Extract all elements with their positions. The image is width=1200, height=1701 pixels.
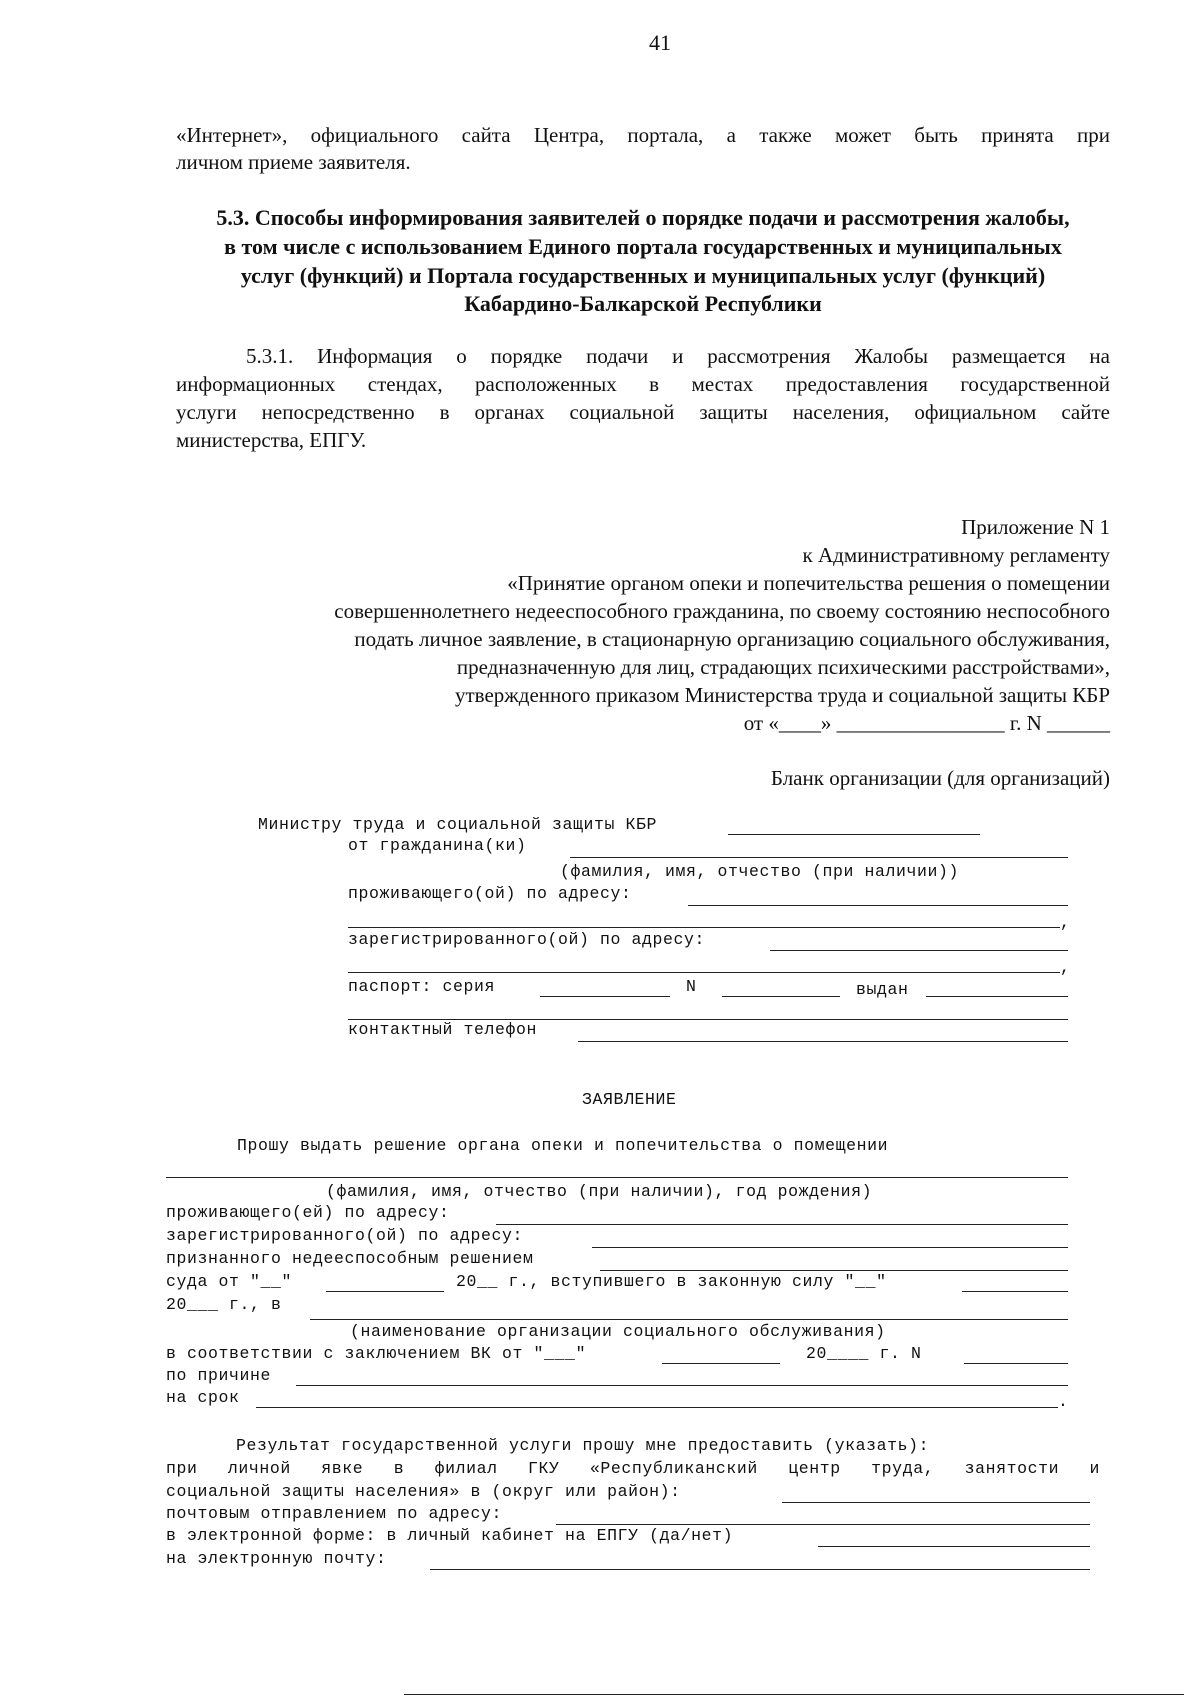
addressee-phone: контактный телефон <box>348 1020 538 1039</box>
section-heading-line-2: в том числе с использованием Единого портала государственных и муниципальных <box>224 234 1062 259</box>
addressee-issued: выдан <box>856 980 909 999</box>
statement-term: на срок <box>166 1388 240 1407</box>
addressee-living-field-2[interactable] <box>348 927 1060 928</box>
intro-line-1: «Интернет», официального сайта Центра, портала, а также может быть принята при <box>176 123 1110 147</box>
addressee-registered-field[interactable] <box>770 950 1068 951</box>
statement-registered: зарегистрированного(ой) по адресу: <box>166 1226 524 1245</box>
page-number: 41 <box>649 30 671 55</box>
statement-fio-caption: (фамилия, имя, отчество (при наличии), год рождения) <box>326 1182 873 1201</box>
statement-vk-month-field[interactable] <box>662 1363 780 1364</box>
section-heading-line-3: услуг (функций) и Портала государственных и муниципальных услуг (функций) <box>240 263 1046 288</box>
statement-court-from: суда от "__" <box>166 1272 293 1291</box>
addressee-living-field[interactable] <box>688 905 1068 906</box>
statement-year-20a: 20__ г., вступившего в законную силу "__" <box>456 1272 887 1291</box>
addressee-fio-caption: (фамилия, имя, отчество (при наличии)) <box>560 862 960 881</box>
paragraph-531-line-4: министерства, ЕПГУ. <box>176 428 367 452</box>
statement-court-month-field[interactable] <box>326 1291 444 1292</box>
appendix-line-7: утвержденного приказом Министерства труда и социальной защиты КБР <box>455 683 1110 707</box>
result-email-field[interactable] <box>430 1569 1090 1570</box>
addressee-registered: зарегистрированного(ой) по адресу: <box>348 930 706 949</box>
intro-line-2: личном приеме заявителя. <box>176 150 411 174</box>
result-line-2: при личной явке в филиал ГКУ «Республиканский центр труда, занятости и <box>166 1459 1100 1478</box>
addressee-passport-series: паспорт: серия <box>348 977 496 996</box>
addressee-living: проживающего(ой) по адресу: <box>348 884 632 903</box>
result-postal-address-field[interactable] <box>556 1524 1090 1525</box>
statement-request: Прошу выдать решение органа опеки и попечительства о помещении <box>237 1136 889 1155</box>
addressee-passport-number-field[interactable] <box>722 996 840 997</box>
statement-title: ЗАЯВЛЕНИЕ <box>582 1090 677 1109</box>
addressee-from: от гражданина(ки) <box>348 836 527 855</box>
paragraph-531-line-1: 5.3.1. Информация о порядке подачи и рассмотрения Жалобы размещается на <box>246 344 1110 368</box>
addressee-fio-field[interactable] <box>570 857 1068 858</box>
statement-registered-field[interactable] <box>592 1247 1068 1248</box>
section-heading-line-1: 5.3. Способы информирования заявителей о порядке подачи и рассмотрения жалобы, <box>216 205 1070 230</box>
result-line-6: на электронную почту: <box>166 1549 387 1568</box>
statement-org-caption: (наименование организации социального обслуживания) <box>350 1322 886 1341</box>
appendix-line-3: «Принятие органом опеки и попечительства решения о помещении <box>507 571 1110 595</box>
letterhead-note: Бланк организации (для организаций) <box>770 766 1110 790</box>
section-heading-line-4: Кабардино-Балкарской Республики <box>464 291 822 316</box>
paragraph-531-line-2: информационных стендах, расположенных в местах предоставления государственной <box>176 372 1110 396</box>
paragraph-531-line-3: услуги непосредственно в органах социальной защиты населения, официальном сайте <box>176 400 1110 424</box>
appendix-line-1: Приложение N 1 <box>961 515 1110 539</box>
addressee-phone-field[interactable] <box>578 1041 1068 1042</box>
appendix-line-2: к Административному регламенту <box>802 543 1110 567</box>
statement-living: проживающего(ей) по адресу: <box>166 1203 450 1222</box>
statement-term-period: . <box>1058 1392 1069 1411</box>
statement-vk-year: 20____ г. N <box>806 1344 922 1363</box>
result-line-5: в электронной форме: в личный кабинет на ЕПГУ (да/нет) <box>166 1526 734 1545</box>
appendix-date-line: от «____» ________________ г. N ______ <box>743 711 1110 735</box>
appendix-line-5: подать личное заявление, в стационарную организацию социального обслуживания, <box>354 627 1110 651</box>
statement-vk-number-field[interactable] <box>964 1363 1068 1364</box>
addressee-passport-series-field[interactable] <box>540 996 670 997</box>
statement-year-20b: 20___ г., в <box>166 1295 282 1314</box>
result-line-1: Результат государственной услуги прошу мне предоставить (указать): <box>236 1436 930 1455</box>
statement-org-field[interactable] <box>310 1319 1068 1320</box>
result-epgu-field[interactable] <box>818 1546 1090 1547</box>
result-district-field[interactable] <box>782 1502 1090 1503</box>
addressee-to: Министру труда и социальной защиты КБР <box>258 815 658 834</box>
bottom-page-line <box>404 1694 1184 1695</box>
statement-reason: по причине <box>166 1366 272 1385</box>
addressee-registered-comma: , <box>1060 958 1071 977</box>
addressee-living-comma: , <box>1060 913 1071 932</box>
statement-effective-month-field[interactable] <box>962 1291 1068 1292</box>
appendix-line-4: совершеннолетнего недееспособного гражданина, по своему состоянию неспособного <box>334 599 1110 623</box>
statement-recognized-field[interactable] <box>600 1270 1068 1271</box>
statement-vk: в соответствии с заключением ВК от "___" <box>166 1344 587 1363</box>
addressee-registered-field-2[interactable] <box>348 972 1060 973</box>
appendix-line-6: предназначенную для лиц, страдающих психическими расстройствами», <box>456 655 1110 679</box>
result-line-4: почтовым отправлением по адресу: <box>166 1504 503 1523</box>
statement-living-field[interactable] <box>496 1224 1068 1225</box>
result-line-3: социальной защиты населения» в (округ или район): <box>166 1482 681 1501</box>
statement-reason-field[interactable] <box>296 1385 1068 1386</box>
statement-fio-field[interactable] <box>166 1177 1068 1178</box>
statement-recognized: признанного недееспособным решением <box>166 1249 534 1268</box>
addressee-to-underline <box>728 834 980 835</box>
addressee-issued-field[interactable] <box>926 996 1068 997</box>
addressee-passport-n: N <box>686 977 697 996</box>
statement-term-field[interactable] <box>256 1407 1058 1408</box>
